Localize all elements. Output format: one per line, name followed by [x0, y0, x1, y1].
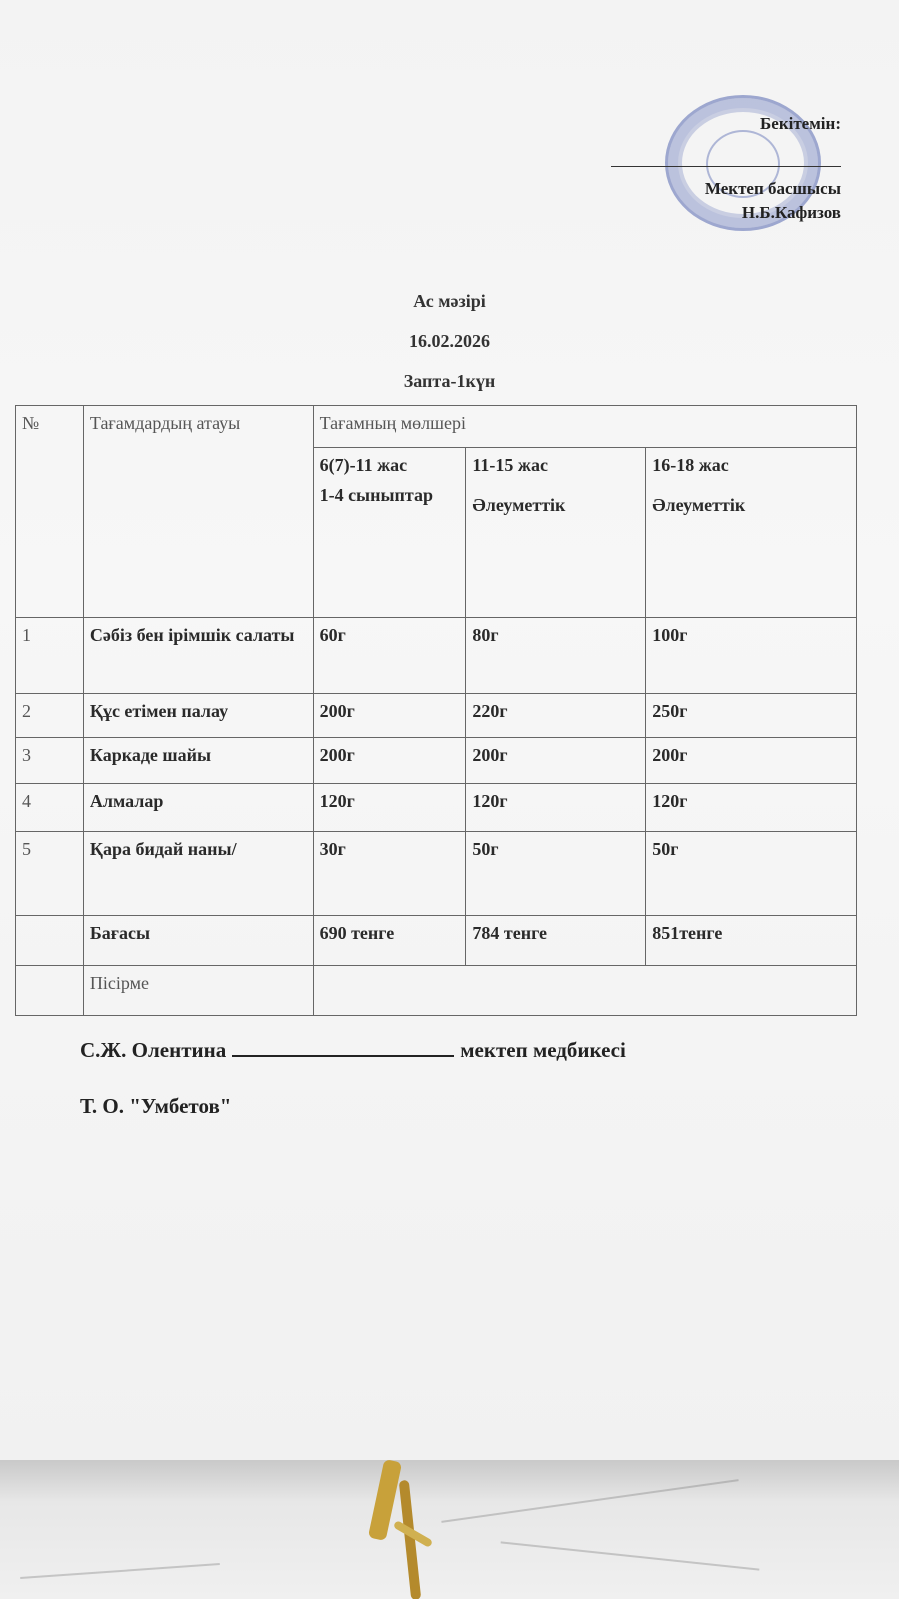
nurse-name: С.Ж. Олентина: [80, 1038, 227, 1062]
age-group-2: 11-15 жас Әлеуметтік: [466, 448, 646, 618]
table-row: 5 Қара бидай наны/ 30г 50г 50г: [16, 832, 857, 916]
approval-block: [611, 112, 841, 225]
header-dish-name: Тағамдардың атауы: [83, 406, 313, 618]
table-row: 4 Алмалар 120г 120г 120г: [16, 784, 857, 832]
signature-line: [611, 148, 841, 167]
age-group-3: 16-18 жас Әлеуметтік: [646, 448, 857, 618]
approval-name: Н.Б.Кафизов: [741, 203, 841, 222]
header-number: №: [16, 406, 84, 618]
menu-table: [15, 405, 857, 1016]
marble-surface: [0, 1460, 899, 1599]
approval-title: Бекітемін:: [760, 114, 841, 133]
cook-signature: Т. О. "Умбетов": [80, 1094, 232, 1118]
header-portion: Тағамның мөлшері: [313, 406, 856, 448]
approval-position: Мектеп басшысы: [704, 179, 841, 198]
nurse-signature: [80, 1022, 626, 1078]
price-row: Бағасы 690 тенге 784 тенге 851тенге: [16, 916, 857, 966]
menu-week-day: Запта-1күн: [403, 371, 496, 391]
signature-blank: [232, 1033, 454, 1057]
signatures-block: [80, 1022, 626, 1134]
cook-row: Пісірме: [16, 966, 857, 1016]
menu-date: 16.02.2026: [409, 331, 490, 351]
age-group-1: 6(7)-11 жас 1-4 сыныптар: [313, 448, 466, 618]
document-header: [0, 281, 899, 401]
table-row: 2 Құс етімен палау 200г 220г 250г: [16, 694, 857, 738]
table-row: 1 Сәбіз бен ірімшік салаты 60г 80г 100г: [16, 618, 857, 694]
table-row: 3 Каркаде шайы 200г 200г 200г: [16, 738, 857, 784]
menu-title: Ас мәзірі: [413, 291, 486, 311]
nurse-role: мектеп медбикесі: [460, 1038, 626, 1062]
